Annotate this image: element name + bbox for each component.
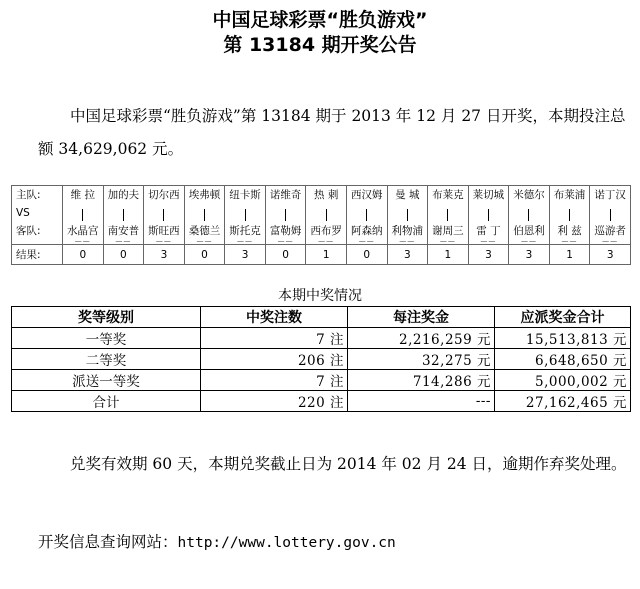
- away-team: 桑德兰: [188, 225, 221, 237]
- away-team-cell: [428, 223, 469, 245]
- away-underline: ——: [277, 237, 294, 245]
- away-underline: ——: [358, 237, 375, 245]
- page-title: 中国足球彩票“胜负游戏”: [212, 9, 428, 31]
- home-team: 切尔西: [144, 186, 185, 204]
- away-underline: ——: [74, 237, 91, 245]
- vs-cell: [590, 203, 631, 223]
- prize-total: 6,648,650 元: [495, 349, 631, 370]
- prize-each: 2,216,259 元: [348, 328, 495, 349]
- match-result: 3: [387, 245, 428, 265]
- vs-cell: [63, 203, 104, 223]
- vs-label: VS: [12, 203, 63, 223]
- away-team-cell: [184, 223, 225, 245]
- vs-cell: [225, 203, 266, 223]
- prize-level: 派送一等奖: [12, 370, 201, 391]
- vs-bar: [326, 209, 327, 221]
- prize-level: 一等奖: [12, 328, 201, 349]
- vs-cell: [509, 203, 550, 223]
- vs-bar: [569, 209, 570, 221]
- vs-cell: [346, 203, 387, 223]
- home-team: 诺维奇: [265, 186, 306, 204]
- away-underline: ——: [480, 237, 497, 245]
- prize-count: 220 注: [201, 391, 348, 412]
- away-team-cell: [265, 223, 306, 245]
- prize-total: 27,162,465 元: [495, 391, 631, 412]
- match-result: 3: [225, 245, 266, 265]
- match-result: 1: [306, 245, 347, 265]
- away-team: 南安普: [107, 225, 140, 237]
- result-row: [12, 245, 631, 265]
- issue-title: 第 13184 期开奖公告: [223, 34, 417, 56]
- vs-cell: [468, 203, 509, 223]
- match-result: 0: [63, 245, 104, 265]
- away-team: 雷 丁: [476, 225, 501, 237]
- match-table: [11, 185, 631, 265]
- vs-bar: [82, 209, 83, 221]
- match-result: 3: [590, 245, 631, 265]
- header-total: 应派奖金合计: [495, 307, 631, 328]
- prize-count: 7 注: [201, 370, 348, 391]
- home-team: 加的夫: [103, 186, 144, 204]
- vs-bar: [407, 209, 408, 221]
- away-team-cell: [549, 223, 590, 245]
- match-result: 3: [468, 245, 509, 265]
- vs-cell: [184, 203, 225, 223]
- away-team-cell: [468, 223, 509, 245]
- intro-paragraph: 中国足球彩票“胜负游戏”第 13184 期于 2013 年 12 月 27 日开奖，本期投注总额 34,629,062 元。: [38, 107, 626, 158]
- away-underline: ——: [602, 237, 619, 245]
- away-team-cell: [590, 223, 631, 245]
- vs-bar: [366, 209, 367, 221]
- prize-section-title: 本期中奖情况: [278, 288, 362, 304]
- result-label: 结果:: [12, 245, 63, 265]
- match-result: 0: [103, 245, 144, 265]
- away-team-cell: [387, 223, 428, 245]
- away-underline: ——: [155, 237, 172, 245]
- away-team: 巡游者: [594, 225, 626, 237]
- home-team: 米德尔: [509, 186, 550, 204]
- vs-cell: [265, 203, 306, 223]
- match-result: 1: [428, 245, 469, 265]
- prize-count: 206 注: [201, 349, 348, 370]
- home-team: 埃弗顿: [184, 186, 225, 204]
- vs-bar: [447, 209, 448, 221]
- away-team: 水晶宫: [67, 225, 99, 237]
- away-team-cell: [509, 223, 550, 245]
- prize-count: 7 注: [201, 328, 348, 349]
- away-team: 谢周三: [432, 225, 464, 237]
- away-label: 客队:: [12, 223, 63, 245]
- away-team-cell: [346, 223, 387, 245]
- match-result: 1: [549, 245, 590, 265]
- home-team: 布莱克: [428, 186, 469, 204]
- vs-bar: [204, 209, 205, 221]
- validity-notice: 兑奖有效期 60 天，本期兑奖截止日为 2014 年 02 月 24 日，逾期作弃奖处理。: [70, 455, 627, 473]
- vs-bar: [163, 209, 164, 221]
- home-team: 曼 城: [387, 186, 428, 204]
- match-result: 0: [346, 245, 387, 265]
- away-team-cell: [306, 223, 347, 245]
- prize-total: 15,513,813 元: [495, 328, 631, 349]
- away-team-cell: [225, 223, 266, 245]
- away-underline: ——: [399, 237, 416, 245]
- away-underline: ——: [520, 237, 537, 245]
- header-level: 奖等级别: [12, 307, 201, 328]
- prize-row-second: [12, 349, 631, 370]
- home-team: 诺丁汉: [590, 186, 631, 204]
- vs-bar: [610, 209, 611, 221]
- away-team: 富勒姆: [269, 225, 302, 237]
- away-underline: ——: [196, 237, 213, 245]
- home-team: 纽卡斯: [225, 186, 266, 204]
- away-team-cell: [103, 223, 144, 245]
- prize-each: ---: [348, 391, 495, 412]
- away-underline: ——: [318, 237, 335, 245]
- vs-cell: [144, 203, 185, 223]
- prize-header-row: [12, 307, 631, 328]
- home-team: 莱切城: [468, 186, 509, 204]
- vs-cell: [103, 203, 144, 223]
- home-team: 维 拉: [63, 186, 104, 204]
- vs-bar: [245, 209, 246, 221]
- prize-level: 合计: [12, 391, 201, 412]
- away-team: 利 兹: [557, 225, 582, 237]
- vs-bar: [488, 209, 489, 221]
- vs-cell: [306, 203, 347, 223]
- prize-each: 714,286 元: [348, 370, 495, 391]
- away-underline: ——: [439, 237, 456, 245]
- away-underline: ——: [115, 237, 132, 245]
- vs-cell: [387, 203, 428, 223]
- away-team: 西布罗: [310, 225, 342, 237]
- home-team: 热 刺: [306, 186, 347, 204]
- away-team: 阿森纳: [350, 225, 383, 237]
- vs-bar: [285, 209, 286, 221]
- query-line: [38, 530, 628, 555]
- away-team: 斯托克: [229, 225, 261, 237]
- prize-table: [11, 306, 631, 412]
- vs-cell: [428, 203, 469, 223]
- prize-row-bonus: [12, 370, 631, 391]
- home-label: 主队:: [12, 186, 63, 204]
- away-underline: ——: [237, 237, 254, 245]
- prize-row-first: [12, 328, 631, 349]
- lottery-website-link[interactable]: http://www.lottery.gov.cn: [177, 535, 396, 551]
- prize-row-sum: [12, 391, 631, 412]
- home-team: 西汉姆: [346, 186, 387, 204]
- away-underline: ——: [561, 237, 578, 245]
- prize-total: 5,000,002 元: [495, 370, 631, 391]
- prize-each: 32,275 元: [348, 349, 495, 370]
- header-count: 中奖注数: [201, 307, 348, 328]
- away-team: 利物浦: [391, 225, 424, 237]
- match-result: 0: [265, 245, 306, 265]
- away-team: 伯恩利: [513, 225, 545, 237]
- away-team-cell: [63, 223, 104, 245]
- query-label: 开奖信息查询网站：: [38, 533, 178, 551]
- vs-bar: [123, 209, 124, 221]
- vs-bar: [528, 209, 529, 221]
- header-each: 每注奖金: [348, 307, 495, 328]
- match-result: 3: [509, 245, 550, 265]
- vs-row: [12, 203, 631, 223]
- away-team: 斯旺西: [148, 225, 180, 237]
- match-result: 3: [144, 245, 185, 265]
- match-result: 0: [184, 245, 225, 265]
- prize-level: 二等奖: [12, 349, 201, 370]
- home-team-row: [12, 186, 631, 204]
- home-team: 布莱浦: [549, 186, 590, 204]
- away-team-cell: [144, 223, 185, 245]
- vs-cell: [549, 203, 590, 223]
- away-team-row: [12, 223, 631, 245]
